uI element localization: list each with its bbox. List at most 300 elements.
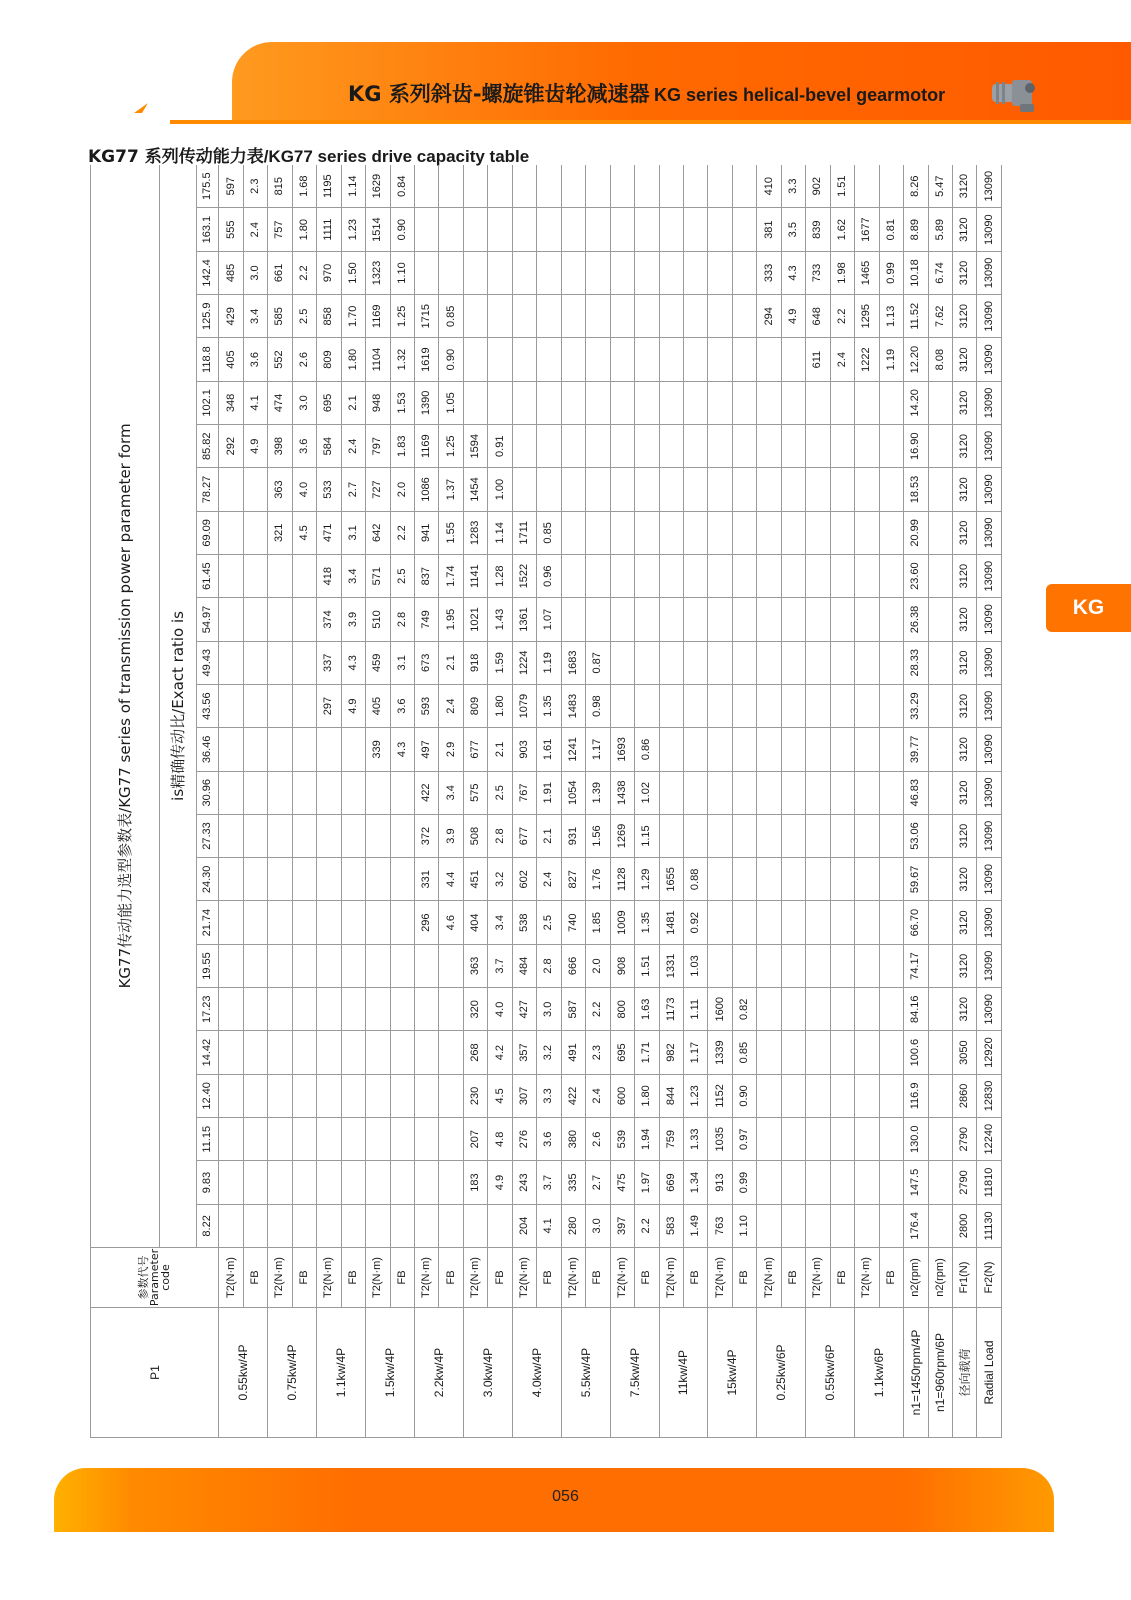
- table-cell: [561, 425, 585, 468]
- table-cell: [390, 901, 414, 944]
- power-label: 0.55kw/6P: [806, 1308, 855, 1438]
- table-cell: [732, 598, 756, 641]
- table-cell: [732, 901, 756, 944]
- table-cell: 677: [463, 728, 487, 771]
- table-cell: 4.1: [243, 381, 267, 424]
- table-cell: [781, 944, 805, 987]
- table-cell: [635, 381, 659, 424]
- table-cell: [463, 1204, 487, 1247]
- table-cell: 374: [317, 598, 341, 641]
- table-cell: [683, 251, 707, 294]
- table-cell: [586, 338, 610, 381]
- table-cell: [757, 1074, 781, 1117]
- table-cell: 2.4: [341, 425, 365, 468]
- parameter-code: T2(N·m): [561, 1248, 585, 1308]
- table-cell: [512, 468, 536, 511]
- table-cell: 2.8: [537, 944, 561, 987]
- parameter-code: FB: [488, 1248, 512, 1308]
- power-label: 1.5kw/4P: [366, 1308, 415, 1438]
- ratio-header: 85.82: [196, 425, 218, 468]
- table-cell: [243, 728, 267, 771]
- table-cell: 297: [317, 684, 341, 727]
- table-cell: 2.1: [488, 728, 512, 771]
- table-cell: [635, 425, 659, 468]
- table-cell: 695: [317, 381, 341, 424]
- table-cell: 1.80: [635, 1074, 659, 1117]
- table-cell: [586, 511, 610, 554]
- power-label: 0.25kw/6P: [757, 1308, 806, 1438]
- ratio-header: 17.23: [196, 988, 218, 1031]
- table-cell: [855, 988, 879, 1031]
- table-cell: 902: [806, 165, 830, 208]
- table-row: [781, 165, 805, 1438]
- table-cell: 695: [610, 1031, 634, 1074]
- table-cell: 485: [219, 251, 243, 294]
- table-cell: [243, 684, 267, 727]
- table-cell: [830, 771, 854, 814]
- table-cell: [659, 814, 683, 857]
- table-cell: 1.83: [390, 425, 414, 468]
- table-cell: [683, 598, 707, 641]
- table-cell: [366, 944, 390, 987]
- table-cell: [757, 338, 781, 381]
- table-cell: [439, 208, 463, 251]
- table-cell: 3.5: [781, 208, 805, 251]
- table-cell: [414, 1031, 438, 1074]
- table-cell: 4.3: [341, 641, 365, 684]
- table-cell: [390, 1161, 414, 1204]
- table-cell: 2.0: [390, 468, 414, 511]
- table-cell: 2.8: [488, 814, 512, 857]
- table-cell: [586, 381, 610, 424]
- table-cell: 2.2: [830, 295, 854, 338]
- table-cell: 575: [463, 771, 487, 814]
- table-cell: 1.85: [586, 901, 610, 944]
- table-cell: 3120: [952, 208, 976, 251]
- table-cell: [879, 598, 903, 641]
- table-cell: 2.9: [439, 728, 463, 771]
- ratio-header: 125.9: [196, 295, 218, 338]
- table-cell: [806, 1161, 830, 1204]
- table-cell: [879, 1204, 903, 1247]
- rotated-table-container: [90, 165, 1002, 1438]
- power-label: 5.5kw/4P: [561, 1308, 610, 1438]
- table-cell: [366, 1118, 390, 1161]
- table-cell: 410: [757, 165, 781, 208]
- table-cell: 908: [610, 944, 634, 987]
- table-cell: 837: [414, 555, 438, 598]
- table-cell: [268, 684, 292, 727]
- ratio-header: 102.1: [196, 381, 218, 424]
- table-cell: [708, 598, 732, 641]
- table-cell: [732, 771, 756, 814]
- table-cell: 8.26: [904, 165, 928, 208]
- table-cell: [928, 1031, 952, 1074]
- table-cell: [610, 598, 634, 641]
- table-cell: 13090: [977, 208, 1002, 251]
- table-row: [732, 165, 756, 1438]
- table-cell: [855, 1074, 879, 1117]
- table-cell: 13090: [977, 988, 1002, 1031]
- table-cell: [243, 858, 267, 901]
- table-cell: [488, 165, 512, 208]
- table-cell: [292, 1074, 316, 1117]
- table-cell: [292, 858, 316, 901]
- table-cell: 3120: [952, 814, 976, 857]
- table-cell: [292, 684, 316, 727]
- table-cell: [317, 814, 341, 857]
- table-cell: [366, 771, 390, 814]
- table-cell: 3120: [952, 728, 976, 771]
- table-cell: 59.67: [904, 858, 928, 901]
- table-cell: 5.89: [928, 208, 952, 251]
- parameter-code: T2(N·m): [512, 1248, 536, 1308]
- table-cell: 3120: [952, 684, 976, 727]
- table-cell: 292: [219, 425, 243, 468]
- table-cell: [512, 251, 536, 294]
- table-cell: [781, 1161, 805, 1204]
- table-cell: 1465: [855, 251, 879, 294]
- table-cell: [732, 511, 756, 554]
- table-cell: [855, 468, 879, 511]
- table-cell: 587: [561, 988, 585, 1031]
- table-cell: 2.1: [341, 381, 365, 424]
- table-cell: 333: [757, 251, 781, 294]
- table-cell: [219, 1204, 243, 1247]
- table-cell: [806, 468, 830, 511]
- table-cell: 3120: [952, 555, 976, 598]
- table-cell: 982: [659, 1031, 683, 1074]
- table-cell: [243, 814, 267, 857]
- table-cell: [830, 728, 854, 771]
- table-cell: 84.16: [904, 988, 928, 1031]
- table-cell: 3120: [952, 598, 976, 641]
- table-cell: 1.15: [635, 814, 659, 857]
- table-cell: [879, 468, 903, 511]
- table-cell: 510: [366, 598, 390, 641]
- table-row: [830, 165, 854, 1438]
- table-cell: 1086: [414, 468, 438, 511]
- table-cell: [830, 555, 854, 598]
- table-cell: [757, 814, 781, 857]
- table-cell: [317, 901, 341, 944]
- table-cell: 2.5: [292, 295, 316, 338]
- table-cell: [659, 728, 683, 771]
- table-cell: [366, 814, 390, 857]
- table-cell: 405: [366, 684, 390, 727]
- table-cell: [537, 251, 561, 294]
- table-cell: [219, 555, 243, 598]
- table-cell: 1152: [708, 1074, 732, 1117]
- parameter-code-header: 参数代号 Parameter code: [91, 1248, 219, 1308]
- table-cell: [781, 425, 805, 468]
- ratio-header: 118.8: [196, 338, 218, 381]
- table-cell: [830, 901, 854, 944]
- table-cell: 740: [561, 901, 585, 944]
- table-cell: 5.47: [928, 165, 952, 208]
- table-cell: [219, 598, 243, 641]
- table-cell: [781, 555, 805, 598]
- table-cell: [830, 641, 854, 684]
- table-cell: [635, 641, 659, 684]
- parameter-code: n2(rpm): [928, 1248, 952, 1308]
- table-cell: [243, 1118, 267, 1161]
- table-cell: [683, 381, 707, 424]
- table-cell: [757, 641, 781, 684]
- table-cell: 1.76: [586, 858, 610, 901]
- parameter-code: FB: [243, 1248, 267, 1308]
- table-cell: 13090: [977, 858, 1002, 901]
- table-cell: 3.9: [341, 598, 365, 641]
- table-cell: 1.95: [439, 598, 463, 641]
- speed-label-6p: n1=960rpm/6P: [928, 1308, 952, 1438]
- table-cell: [928, 771, 952, 814]
- table-cell: 2.4: [243, 208, 267, 251]
- table-cell: 1483: [561, 684, 585, 727]
- table-cell: 2.4: [830, 338, 854, 381]
- table-cell: [659, 165, 683, 208]
- table-cell: [219, 1074, 243, 1117]
- table-cell: 405: [219, 338, 243, 381]
- table-cell: 363: [463, 944, 487, 987]
- side-tab-label: KG: [1072, 596, 1105, 619]
- table-cell: [243, 1204, 267, 1247]
- table-cell: [537, 295, 561, 338]
- table-cell: [659, 425, 683, 468]
- table-cell: [366, 1074, 390, 1117]
- table-cell: 797: [366, 425, 390, 468]
- table-cell: [561, 208, 585, 251]
- table-cell: [439, 944, 463, 987]
- table-cell: 4.3: [781, 251, 805, 294]
- table-cell: 1522: [512, 555, 536, 598]
- table-cell: [537, 165, 561, 208]
- table-cell: [341, 1118, 365, 1161]
- parameter-code: T2(N·m): [610, 1248, 634, 1308]
- table-cell: [341, 1074, 365, 1117]
- table-cell: [928, 1118, 952, 1161]
- table-cell: [757, 901, 781, 944]
- table-cell: [586, 425, 610, 468]
- table-cell: 294: [757, 295, 781, 338]
- table-cell: 2790: [952, 1118, 976, 1161]
- table-cell: [219, 858, 243, 901]
- table-cell: [243, 1074, 267, 1117]
- table-cell: [928, 511, 952, 554]
- table-cell: 130.0: [904, 1118, 928, 1161]
- table-cell: 11130: [977, 1204, 1002, 1247]
- table-cell: 14.20: [904, 381, 928, 424]
- ratio-header: 21.74: [196, 901, 218, 944]
- table-cell: 23.60: [904, 555, 928, 598]
- table-cell: [586, 251, 610, 294]
- table-cell: 1331: [659, 944, 683, 987]
- table-cell: 176.4: [904, 1204, 928, 1247]
- table-cell: 6.74: [928, 251, 952, 294]
- parameter-code: T2(N·m): [659, 1248, 683, 1308]
- table-cell: [390, 858, 414, 901]
- table-row: [806, 165, 830, 1438]
- table-cell: [439, 251, 463, 294]
- power-label: 0.75kw/4P: [268, 1308, 317, 1438]
- table-cell: [341, 814, 365, 857]
- table-cell: [683, 468, 707, 511]
- table-cell: 1.35: [537, 684, 561, 727]
- table-cell: 39.77: [904, 728, 928, 771]
- table-cell: [928, 1074, 952, 1117]
- table-cell: 1.61: [537, 728, 561, 771]
- table-cell: 4.2: [488, 1031, 512, 1074]
- table-cell: 1619: [414, 338, 438, 381]
- table-cell: [292, 1118, 316, 1161]
- table-cell: [341, 1161, 365, 1204]
- header-title-en: KG series helical-bevel gearmotor: [654, 85, 946, 105]
- table-cell: [292, 1161, 316, 1204]
- table-cell: 552: [268, 338, 292, 381]
- table-cell: [781, 1204, 805, 1247]
- table-cell: [855, 684, 879, 727]
- table-cell: [268, 988, 292, 1031]
- table-row: [317, 165, 341, 1438]
- table-cell: 0.92: [683, 901, 707, 944]
- table-cell: 931: [561, 814, 585, 857]
- table-cell: [292, 771, 316, 814]
- table-row: [488, 165, 512, 1438]
- table-cell: [586, 468, 610, 511]
- table-cell: 1111: [317, 208, 341, 251]
- page-heading-zh: KG77 系列传动能力表: [88, 147, 264, 167]
- table-cell: 1.29: [635, 858, 659, 901]
- table-cell: [488, 295, 512, 338]
- table-cell: [806, 511, 830, 554]
- table-cell: 13090: [977, 598, 1002, 641]
- table-cell: [610, 295, 634, 338]
- table-cell: 827: [561, 858, 585, 901]
- table-cell: [757, 858, 781, 901]
- table-cell: 337: [317, 641, 341, 684]
- table-cell: 1079: [512, 684, 536, 727]
- table-cell: [268, 1074, 292, 1117]
- table-cell: 3.6: [243, 338, 267, 381]
- table-cell: 1.19: [879, 338, 903, 381]
- table-cell: [561, 338, 585, 381]
- table-cell: 484: [512, 944, 536, 987]
- table-cell: 474: [268, 381, 292, 424]
- table-cell: [659, 684, 683, 727]
- table-cell: 475: [610, 1161, 634, 1204]
- table-cell: 331: [414, 858, 438, 901]
- table-cell: 2.5: [537, 901, 561, 944]
- ratio-header: 19.55: [196, 944, 218, 987]
- table-row: [635, 165, 659, 1438]
- table-cell: [219, 728, 243, 771]
- parameter-code: T2(N·m): [317, 1248, 341, 1308]
- table-cell: 1361: [512, 598, 536, 641]
- ratio-header: 12.40: [196, 1074, 218, 1117]
- table-cell: 0.82: [732, 988, 756, 1031]
- table-cell: [781, 901, 805, 944]
- table-cell: [219, 988, 243, 1031]
- table-cell: 2.4: [439, 684, 463, 727]
- table-row: [537, 165, 561, 1438]
- table-cell: 4.5: [488, 1074, 512, 1117]
- table-cell: 815: [268, 165, 292, 208]
- side-tab-kg[interactable]: [1046, 584, 1131, 632]
- table-cell: 13090: [977, 338, 1002, 381]
- table-row: [855, 165, 879, 1438]
- table-cell: [879, 728, 903, 771]
- table-cell: [586, 555, 610, 598]
- table-cell: [855, 901, 879, 944]
- table-cell: 1.43: [488, 598, 512, 641]
- table-cell: 1655: [659, 858, 683, 901]
- table-cell: [806, 598, 830, 641]
- table-cell: [683, 728, 707, 771]
- table-cell: 4.8: [488, 1118, 512, 1161]
- table-cell: [781, 598, 805, 641]
- table-cell: [610, 165, 634, 208]
- table-cell: [879, 684, 903, 727]
- table-cell: [610, 511, 634, 554]
- table-cell: 13090: [977, 425, 1002, 468]
- table-cell: 13090: [977, 165, 1002, 208]
- table-cell: [757, 1204, 781, 1247]
- table-cell: [219, 511, 243, 554]
- table-cell: [659, 295, 683, 338]
- table-cell: [537, 468, 561, 511]
- table-cell: [732, 468, 756, 511]
- table-cell: 2.6: [586, 1118, 610, 1161]
- table-cell: 459: [366, 641, 390, 684]
- table-cell: [586, 208, 610, 251]
- table-cell: 1.91: [537, 771, 561, 814]
- table-cell: [390, 771, 414, 814]
- table-cell: [439, 1118, 463, 1161]
- table-cell: [512, 381, 536, 424]
- table-cell: 585: [268, 295, 292, 338]
- table-cell: 4.9: [243, 425, 267, 468]
- table-row: [463, 165, 487, 1438]
- table-cell: [830, 1031, 854, 1074]
- table-cell: 1.35: [635, 901, 659, 944]
- table-cell: 1021: [463, 598, 487, 641]
- table-cell: [537, 208, 561, 251]
- table-cell: [512, 425, 536, 468]
- table-cell: 348: [219, 381, 243, 424]
- table-cell: [708, 165, 732, 208]
- table-cell: [781, 858, 805, 901]
- table-cell: [806, 1118, 830, 1161]
- table-cell: 602: [512, 858, 536, 901]
- table-cell: 1.11: [683, 988, 707, 1031]
- table-cell: 13090: [977, 901, 1002, 944]
- parameter-code: T2(N·m): [219, 1248, 243, 1308]
- table-cell: [855, 641, 879, 684]
- table-cell: [219, 1118, 243, 1161]
- table-cell: 2.6: [292, 338, 316, 381]
- table-cell: [855, 728, 879, 771]
- table-cell: 1.32: [390, 338, 414, 381]
- table-cell: [366, 1204, 390, 1247]
- table-cell: [879, 901, 903, 944]
- power-label: 4.0kw/4P: [512, 1308, 561, 1438]
- table-cell: 0.90: [732, 1074, 756, 1117]
- table-cell: [292, 555, 316, 598]
- ratio-header: 11.15: [196, 1118, 218, 1161]
- table-cell: 13090: [977, 251, 1002, 294]
- table-cell: 1.59: [488, 641, 512, 684]
- table-cell: [806, 944, 830, 987]
